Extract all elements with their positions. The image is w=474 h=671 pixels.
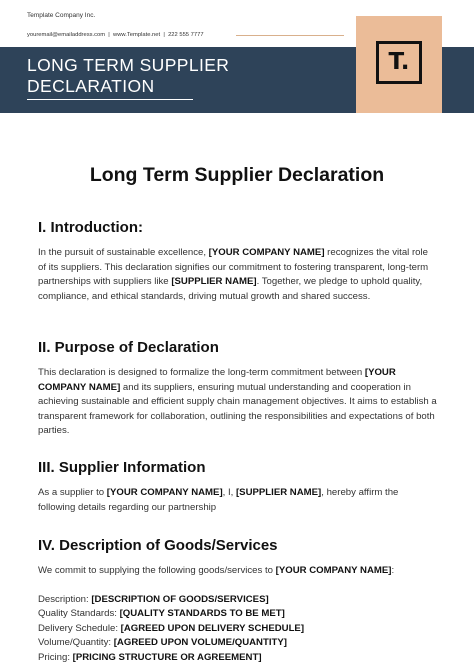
logo-letter: T. — [388, 49, 410, 75]
section-heading: III. Supplier Information — [38, 459, 206, 476]
section-heading: I. Introduction: — [38, 219, 143, 236]
placeholder-company-name: [YOUR COMPANY NAME] — [38, 367, 396, 393]
goods-detail-list — [38, 593, 438, 666]
item-value: [AGREED UPON DELIVERY SCHEDULE] — [120, 622, 305, 634]
placeholder-company-name: [YOUR COMPANY NAME] — [208, 247, 325, 258]
body-text: This declaration is designed to formalize the long-term commitment between — [38, 367, 365, 378]
item-label: Delivery Schedule: — [38, 622, 121, 634]
body-text: . Together, we pledge to uphold quality, compliance, and ethical standards, driving mutual growth and shared success. — [38, 276, 423, 302]
contact-separator: | — [163, 32, 165, 38]
company-name: Template Company Inc. — [27, 12, 96, 19]
item-value: [QUALITY STANDARDS TO BE MET] — [119, 608, 285, 620]
placeholder-company-name: [YOUR COMPANY NAME] — [106, 487, 223, 498]
contact-line — [27, 32, 204, 38]
list-item — [38, 607, 438, 622]
list-item — [38, 651, 438, 666]
body-text: recognizes the vital role of its suppliers. This declaration signifies our commitment to fostering transparent, long-term partnerships with suppliers like — [38, 247, 429, 288]
item-value: [AGREED UPON VOLUME/QUANTITY] — [113, 637, 287, 649]
section-supplier-information — [38, 459, 438, 515]
phone-text: 222 555 7777 — [168, 32, 204, 38]
email-text: youremail@emailaddress.com — [27, 32, 106, 38]
body-text: and its suppliers, ensuring mutual understanding and cooperation in achieving sustainable and efficient supply chain management objectives. It aims to establish a transparent framework for collaboration, outlining the responsibilities and expectations of both parties. — [38, 381, 437, 437]
item-value: [PRICING STRUCTURE OR AGREEMENT] — [72, 651, 262, 663]
section-body — [38, 366, 438, 439]
body-text: , hereby affirm the following details regarding our partnership — [38, 487, 399, 513]
body-text: In the pursuit of sustainable excellence, — [38, 247, 209, 258]
section-heading: IV. Description of Goods/Services — [38, 537, 278, 554]
banner-title — [27, 55, 277, 97]
section-heading: II. Purpose of Declaration — [38, 339, 219, 356]
placeholder-supplier-name: [SUPPLIER NAME] — [235, 487, 322, 498]
item-label: Pricing: — [38, 651, 73, 663]
section-body — [38, 564, 438, 579]
item-label: Description: — [38, 593, 92, 605]
placeholder-supplier-name: [SUPPLIER NAME] — [171, 276, 257, 288]
banner-title-line2: DECLARATION — [27, 76, 155, 96]
body-text: , I, — [222, 487, 236, 498]
contact-rule — [236, 35, 344, 36]
item-value: [DESCRIPTION OF GOODS/SERVICES] — [91, 593, 269, 605]
item-label: Volume/Quantity: — [38, 637, 114, 649]
logo-square — [376, 41, 422, 84]
list-item — [38, 622, 438, 637]
item-label: Quality Standards: — [38, 608, 120, 620]
website-text: www.Template.net — [113, 32, 161, 38]
section-body — [38, 246, 438, 304]
section-goods-services — [38, 537, 438, 666]
section-body — [38, 486, 438, 515]
placeholder-company-name: [YOUR COMPANY NAME] — [275, 565, 392, 576]
body-text: We commit to supplying the following goods/services to — [38, 565, 276, 576]
banner-underline — [27, 99, 193, 100]
section-purpose — [38, 339, 438, 439]
body-text: As a supplier to — [38, 487, 107, 498]
list-item — [38, 593, 438, 608]
banner-title-line1: LONG TERM SUPPLIER — [27, 55, 230, 75]
body-text: : — [391, 565, 395, 576]
list-item — [38, 636, 438, 651]
contact-separator: | — [108, 32, 110, 38]
document-title: Long Term Supplier Declaration — [89, 164, 385, 186]
section-introduction — [38, 219, 438, 304]
logo-box — [356, 16, 442, 113]
